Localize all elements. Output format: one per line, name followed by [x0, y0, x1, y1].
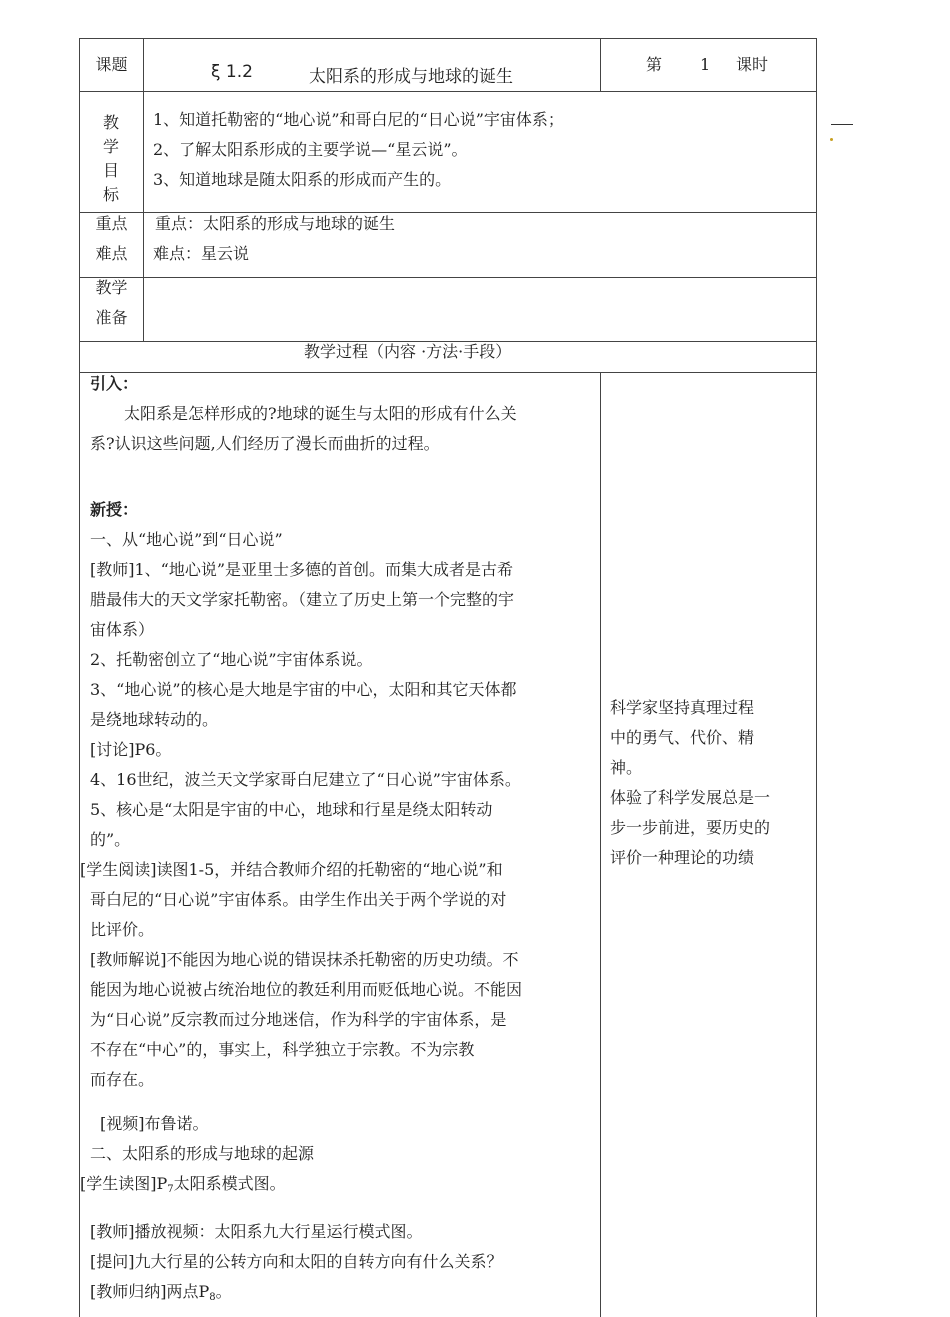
margin-dot [830, 138, 833, 141]
body-line: [教师解说]不能因为地心说的错误抹杀托勒密的历史功绩。不 [90, 950, 519, 969]
body-line: 哥白尼的“日心说”宇宙体系。由学生作出关于两个学说的对 [90, 890, 507, 909]
summary-text: [教师归纳]两点P [90, 1282, 210, 1301]
difficulty-text: 难点：星云说 [153, 244, 250, 263]
intro-text: 太阳系是怎样形成的?地球的诞生与太阳的形成有什么关 [124, 404, 517, 423]
new-heading: 新授： [90, 500, 139, 519]
focus-label-1: 重点 [95, 214, 128, 233]
body-line: 3、“地心说”的核心是大地是宇宙的中心，太阳和其它天体都 [90, 680, 517, 699]
process-header: 教学过程（内容 ·方法·手段） [304, 342, 512, 361]
lesson-prefix: 第 [646, 55, 663, 74]
question-line: [提问]九大行星的公转方向和太阳的自转方向有什么关系？ [90, 1252, 503, 1271]
key-point-text: 重点：太阳系的形成与地球的诞生 [155, 214, 396, 233]
side-note: 步一步前进，要历史的 [610, 818, 771, 837]
objectives-label-3: 目 [102, 161, 119, 180]
reading-line [80, 1169, 286, 1205]
row-divider [80, 91, 816, 92]
summary-end: 。 [215, 1282, 232, 1301]
intro-text: 系?认识这些问题,人们经历了漫长而曲折的过程。 [90, 434, 440, 453]
body-line: [学生阅读]读图1-5，并结合教师介绍的托勒密的“地心说”和 [80, 860, 503, 879]
prep-label-1: 教学 [95, 278, 128, 297]
body-line: 4、16世纪，波兰天文学家哥白尼建立了“日心说”宇宙体系。 [90, 770, 521, 789]
body-line: 一、从“地心说”到“日心说” [90, 530, 283, 549]
prep-label-2: 准备 [95, 308, 128, 327]
summary-line [90, 1277, 232, 1313]
row-divider [80, 277, 816, 278]
side-note: 评价一种理论的功绩 [610, 848, 755, 867]
margin-mark [831, 124, 853, 125]
focus-label-2: 难点 [95, 244, 128, 263]
body-line: 为“日心说”反宗教而过分地迷信，作为科学的宇宙体系，是 [90, 1010, 507, 1029]
objectives-label-2: 学 [102, 137, 119, 156]
side-note: 中的勇气、代价、精 [610, 728, 755, 747]
lesson-plan-table [79, 38, 817, 1317]
body-line: 比评价。 [90, 920, 155, 939]
body-line: 5、核心是“太阳是宇宙的中心，地球和行星是绕太阳转动 [90, 800, 493, 819]
section-heading: 二、太阳系的形成与地球的起源 [90, 1144, 315, 1163]
intro-heading: 引入： [90, 374, 139, 393]
body-line: 腊最伟大的天文学家托勒密。（建立了历史上第一个完整的宇 [90, 590, 515, 609]
body-line: 2、托勒密创立了“地心说”宇宙体系说。 [90, 650, 373, 669]
body-line: 宙体系） [90, 620, 155, 639]
column-divider [600, 372, 601, 1317]
lesson-suffix: 课时 [736, 55, 769, 74]
objective-item: 1、知道托勒密的“地心说”和哥白尼的“日心说”宇宙体系； [153, 110, 564, 129]
objectives-label-4: 标 [102, 185, 119, 204]
side-note: 神。 [610, 758, 643, 777]
body-line: 是绕地球转动的。 [90, 710, 219, 729]
column-divider [143, 39, 144, 341]
objectives-label-1: 教 [102, 113, 119, 132]
row-divider [80, 372, 816, 373]
body-line: 能因为地心说被占统治地位的教廷利用而贬低地心说。不能因 [90, 980, 523, 999]
objective-item: 3、知道地球是随太阳系的形成而产生的。 [153, 170, 452, 189]
objective-item: 2、了解太阳系形成的主要学说—“星云说”。 [153, 140, 468, 159]
body-line: [教师]1、“地心说”是亚里士多德的首创。而集大成者是古希 [90, 560, 514, 579]
section-number: ξ 1.2 [211, 62, 253, 82]
page-title: 太阳系的形成与地球的诞生 [309, 67, 513, 87]
video-line: [视频]布鲁诺。 [100, 1114, 209, 1133]
teacher-video-line: [教师]播放视频：太阳系九大行星运行模式图。 [90, 1222, 423, 1241]
reading-text: [学生读图]P [80, 1174, 168, 1193]
side-note: 科学家坚持真理过程 [610, 698, 755, 717]
page-subscript: 8 [209, 1292, 216, 1303]
reading-text-rest: 太阳系模式图。 [173, 1174, 286, 1193]
column-divider [600, 39, 601, 91]
side-note: 体验了科学发展总是一 [610, 788, 771, 807]
topic-label: 课题 [95, 55, 128, 74]
body-line: 不存在“中心”的，事实上，科学独立于宗教。不为宗教 [90, 1040, 475, 1059]
body-line: 的”。 [90, 830, 131, 849]
lesson-number: 1 [700, 55, 711, 74]
body-line: 而存在。 [90, 1070, 155, 1089]
page-subscript: 7 [167, 1184, 174, 1195]
body-line: [讨论]P6。 [90, 740, 172, 759]
